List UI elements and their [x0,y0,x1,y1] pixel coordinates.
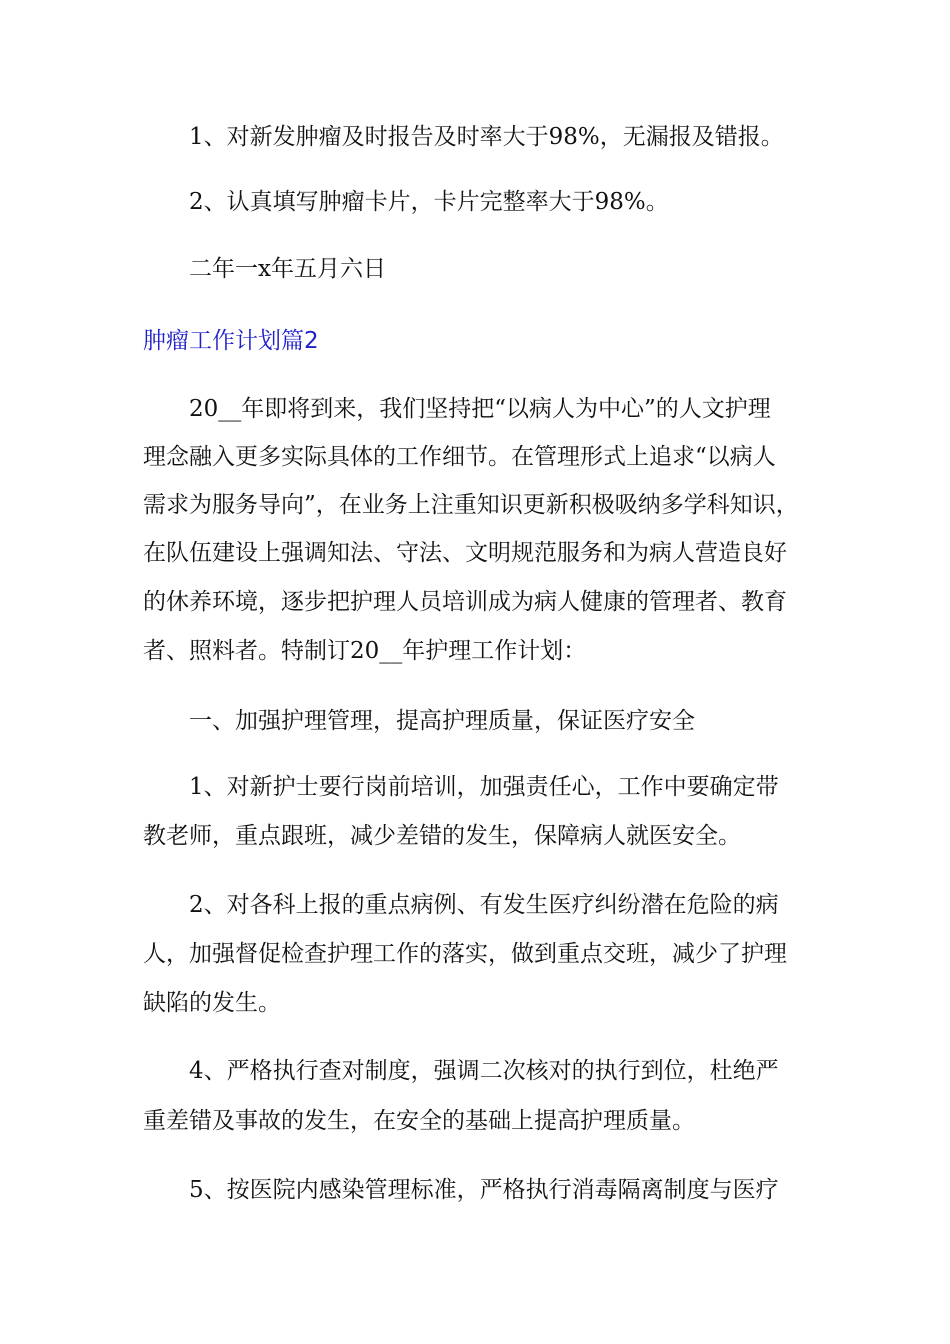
section-heading: 肿瘤工作计划篇2 [143,328,319,354]
paragraph-line: 重差错及事故的发生，在安全的基础上提高护理质量。 [143,1108,695,1134]
paragraph-line: 的休养环境，逐步把护理人员培训成为病人健康的管理者、教育 [143,589,787,615]
paragraph-line: 4、严格执行查对制度，强调二次核对的执行到位，杜绝严 [189,1058,779,1084]
paragraph-line: 在队伍建设上强调知法、守法、文明规范服务和为病人营造良好 [143,540,787,566]
paragraph-line: 教老师，重点跟班，减少差错的发生，保障病人就医安全。 [143,823,741,849]
paragraph-line: 2、对各科上报的重点病例、有发生医疗纠纷潜在危险的病 [189,892,779,918]
paragraph-line: 者、照料者。特制订20__年护理工作计划： [143,638,587,664]
paragraph-line: 需求为服务导向”，在业务上注重知识更新积极吸纳多学科知识， [143,492,799,518]
list-item: 2、认真填写肿瘤卡片，卡片完整率大于98%。 [189,189,669,215]
paragraph-line: 1、对新护士要行岗前培训，加强责任心，工作中要确定带 [189,774,779,800]
paragraph-line: 缺陷的发生。 [143,990,281,1016]
paragraph-line: 20__年即将到来，我们坚持把“以病人为中心”的人文护理 [189,396,771,422]
date-line: 二年一x年五月六日 [189,256,386,282]
paragraph-line: 理念融入更多实际具体的工作细节。在管理形式上追求“以病人 [143,444,776,470]
list-item: 1、对新发肿瘤及时报告及时率大于98%，无漏报及错报。 [189,124,784,150]
subsection-heading: 一、加强护理管理，提高护理质量，保证医疗安全 [189,708,695,734]
paragraph-line: 5、按医院内感染管理标准，严格执行消毒隔离制度与医疗 [189,1177,779,1203]
paragraph-line: 人，加强督促检查护理工作的落实，做到重点交班，减少了护理 [143,941,787,967]
